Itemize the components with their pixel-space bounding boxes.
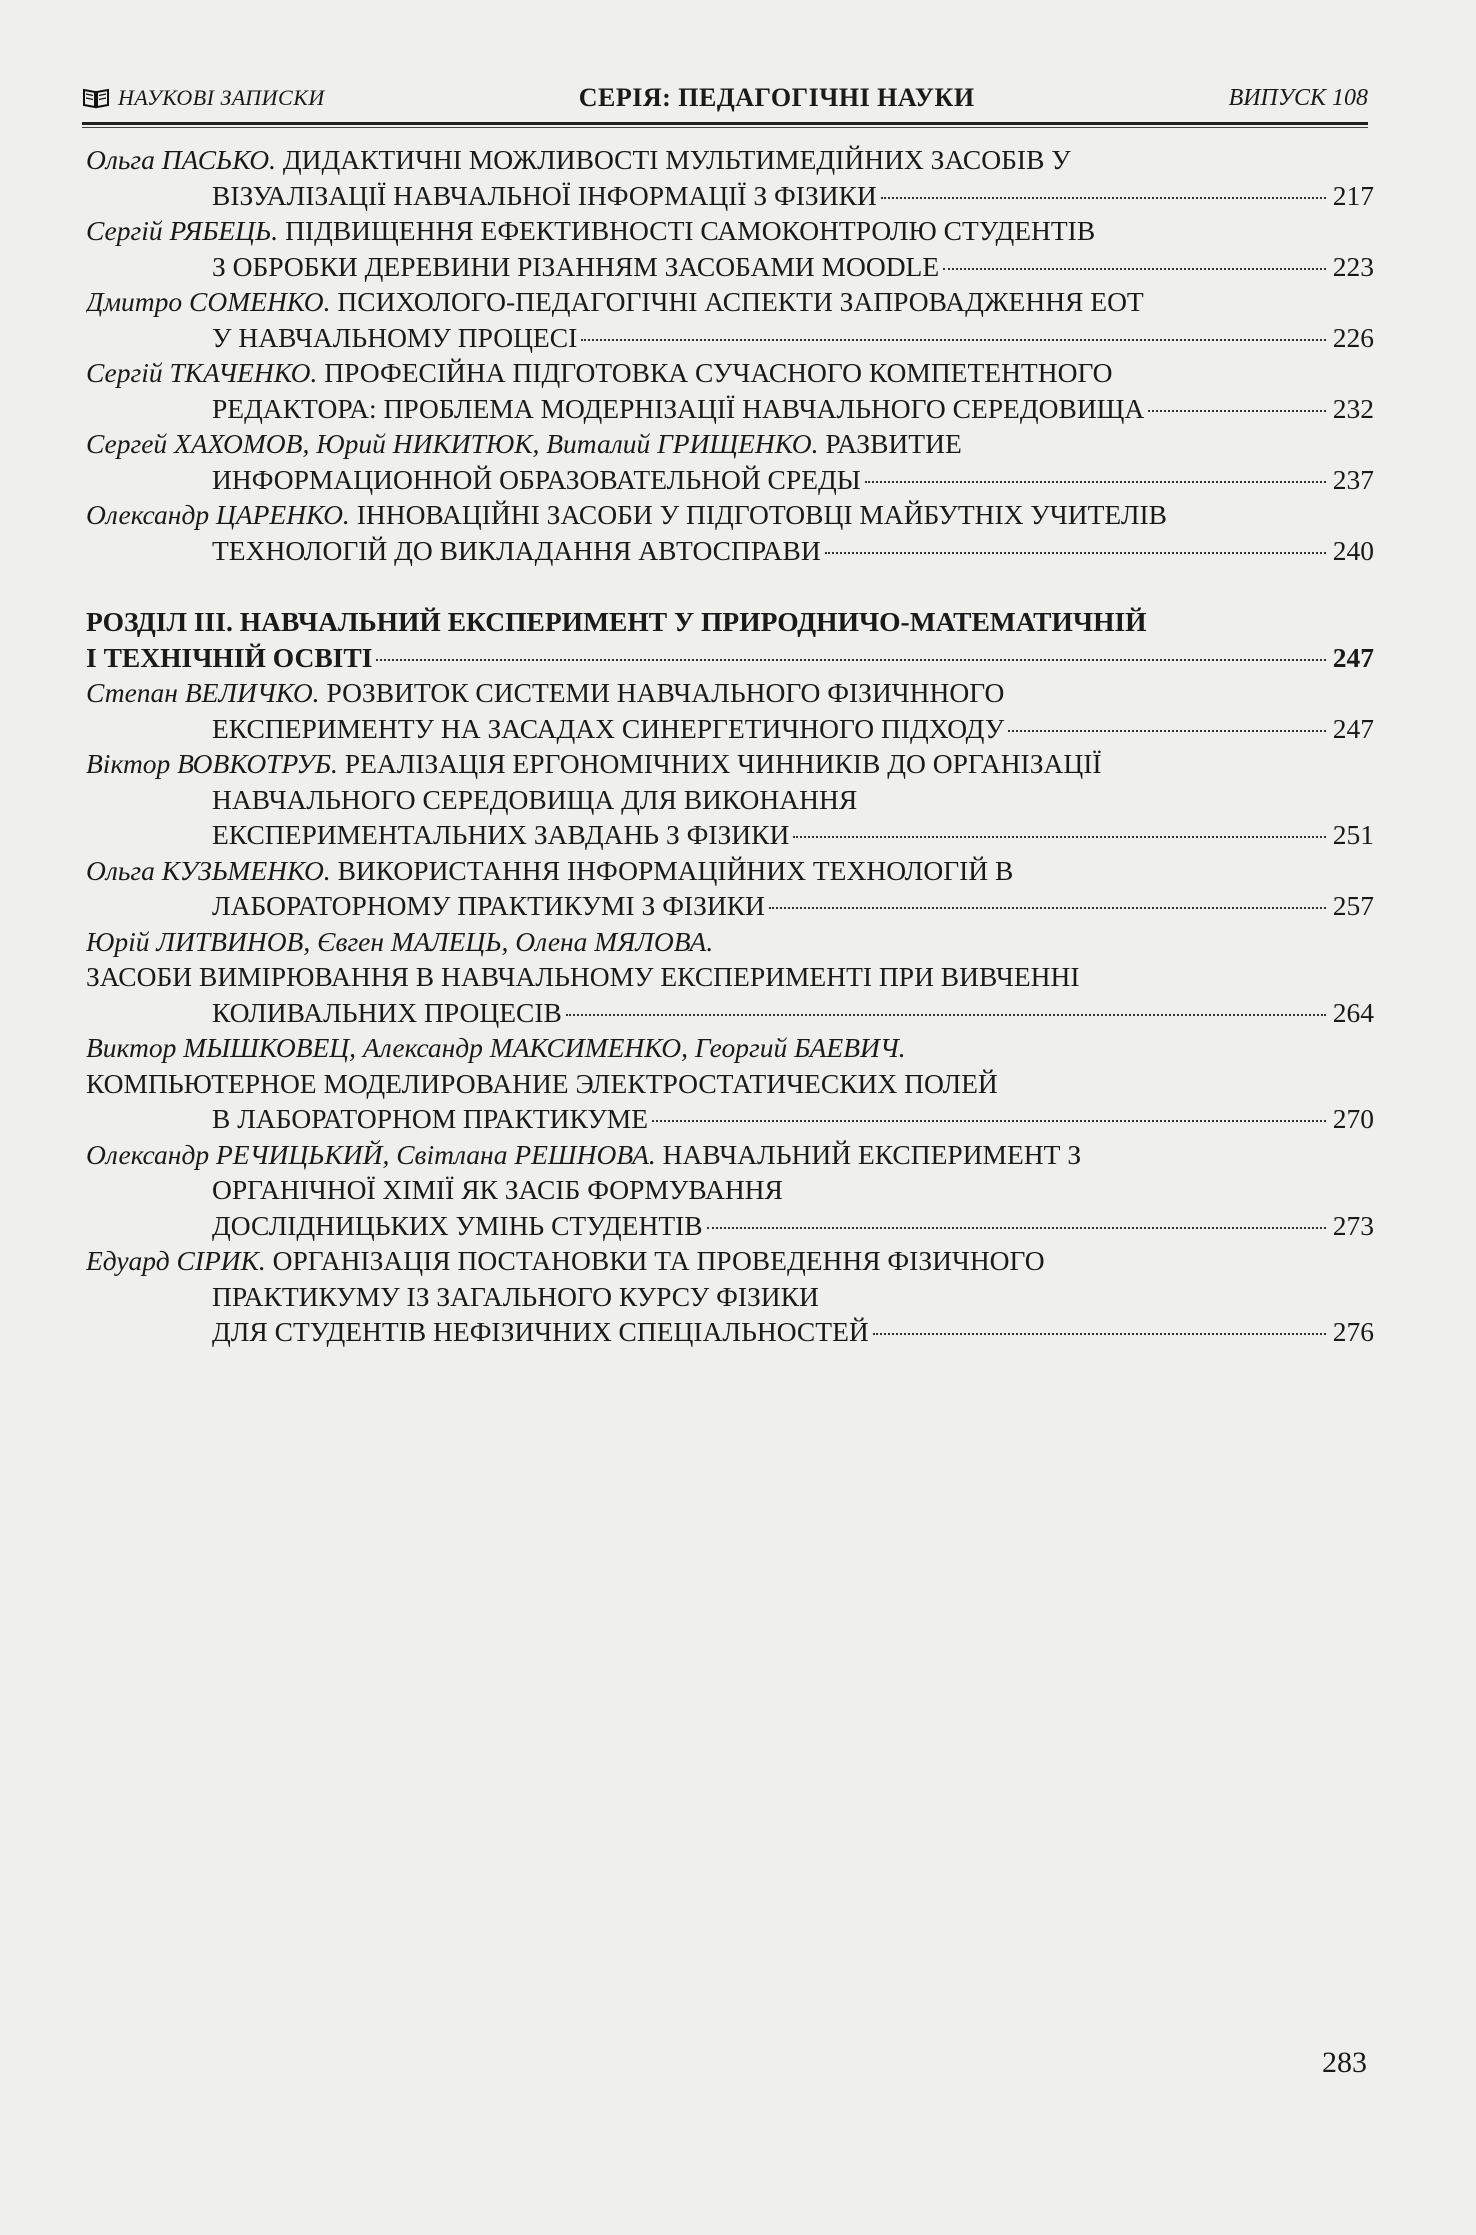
entry-title: ПРОФЕСІЙНА ПІДГОТОВКА СУЧАСНОГО КОМПЕТЕНТНОГО: [317, 357, 1113, 388]
entry-title: ОРГАНІЧНОЇ ХІМІЇ ЯК ЗАСІБ ФОРМУВАННЯ: [212, 1174, 783, 1205]
entry-author: Едуард СІРИК.: [86, 1245, 266, 1276]
entry-title: ВИКОРИСТАННЯ ІНФОРМАЦІЙНИХ ТЕХНОЛОГІЙ В: [330, 854, 1014, 886]
entry-title: НАВЧАЛЬНИЙ ЕКСПЕРИМЕНТ З: [655, 1138, 1082, 1170]
header-left-text: НАУКОВІ ЗАПИСКИ: [118, 85, 325, 110]
entry-title: ІННОВАЦІЙНІ ЗАСОБИ У ПІДГОТОВЦІ МАЙБУТНІХ УЧИТЕЛІВ: [349, 499, 1167, 530]
entry-author: Ольга КУЗЬМЕНКО.: [86, 854, 331, 886]
dot-leader: [793, 836, 1326, 838]
entry-title: ОРГАНІЗАЦІЯ ПОСТАНОВКИ ТА ПРОВЕДЕННЯ ФІЗИЧНОГО: [265, 1245, 1045, 1276]
dot-leader: [825, 552, 1326, 554]
toc-entry: [86, 497, 1374, 568]
entry-page: 264: [1332, 996, 1374, 1028]
section-title-cont: І ТЕХНІЧНІЙ ОСВІТІ: [86, 641, 373, 673]
toc-entry: [86, 142, 1374, 213]
entry-title: В ЛАБОРАТОРНОМ ПРАКТИКУМЕ: [212, 1103, 649, 1134]
entry-author: Виктор МЫШКОВЕЦ, Александр МАКСИМЕНКО, Георгий БАЕВИЧ.: [86, 1032, 906, 1063]
dot-leader: [865, 481, 1326, 483]
table-of-contents: [86, 142, 1374, 1350]
dot-leader: [873, 1333, 1326, 1335]
entry-title: ТЕХНОЛОГІЙ ДО ВИКЛАДАННЯ АВТОСПРАВИ: [212, 534, 821, 566]
section-heading: [86, 604, 1374, 675]
entry-title: ПСИХОЛОГО-ПЕДАГОГІЧНІ АСПЕКТИ ЗАПРОВАДЖЕННЯ ЕОТ: [330, 286, 1144, 317]
entry-title: РЕАЛІЗАЦІЯ ЕРГОНОМІЧНИХ ЧИННИКІВ ДО ОРГАНІЗАЦІЇ: [337, 748, 1102, 779]
toc-entry: [86, 675, 1374, 746]
header-issue: ВИПУСК 108: [1228, 84, 1368, 111]
entry-page: 232: [1332, 392, 1374, 424]
entry-title: ВІЗУАЛІЗАЦІЇ НАВЧАЛЬНОЇ ІНФОРМАЦІЇ З ФІЗИКИ: [212, 179, 877, 211]
entry-title: У НАВЧАЛЬНОМУ ПРОЦЕСІ: [212, 321, 578, 353]
entry-title: РАЗВИТИЕ: [818, 428, 962, 459]
entry-page: 257: [1332, 890, 1374, 921]
entry-author: Олександр РЕЧИЦЬКИЙ, Світлана РЕШНОВА.: [86, 1138, 656, 1170]
entry-author: Ольга ПАСЬКО.: [86, 144, 276, 175]
entry-title: ЛАБОРАТОРНОМУ ПРАКТИКУМІ З ФІЗИКИ: [212, 890, 765, 921]
entry-author: Сергій РЯБЕЦЬ.: [86, 215, 279, 246]
entry-title: РЕДАКТОРА: ПРОБЛЕМА МОДЕРНІЗАЦІЇ НАВЧАЛЬНОГО СЕРЕДОВИЩА: [212, 392, 1145, 424]
entry-title: З ОБРОБКИ ДЕРЕВИНИ РІЗАННЯМ ЗАСОБАМИ MOODLE: [212, 250, 940, 282]
running-header: [82, 78, 1368, 118]
entry-author: Дмитро СОМЕНКО.: [86, 286, 331, 317]
header-rule-thick: [82, 122, 1368, 125]
section-title: РОЗДІЛ ІІІ. НАВЧАЛЬНИЙ ЕКСПЕРИМЕНТ У ПРИРОДНИЧО-МАТЕМАТИЧНІЙ: [86, 606, 1147, 637]
entry-title: КОЛИВАЛЬНИХ ПРОЦЕСІВ: [212, 996, 562, 1028]
toc-entry: [86, 1137, 1374, 1244]
entry-author: Сергій ТКАЧЕНКО.: [86, 357, 318, 388]
entry-title: ИНФОРМАЦИОННОЙ ОБРАЗОВАТЕЛЬНОЙ СРЕДЫ: [212, 463, 861, 495]
entry-page: 237: [1332, 463, 1374, 495]
dot-leader: [769, 907, 1326, 909]
toc-entry: [86, 1030, 1374, 1137]
open-book-icon: [82, 86, 110, 110]
dot-leader: [376, 659, 1326, 661]
entry-author: Віктор ВОВКОТРУБ.: [86, 748, 338, 779]
dot-leader: [566, 1014, 1326, 1016]
entry-page: 247: [1332, 712, 1374, 744]
dot-leader: [1148, 410, 1326, 412]
header-rule-thin: [82, 127, 1368, 128]
entry-title: ПІДВИЩЕННЯ ЕФЕКТИВНОСТІ САМОКОНТРОЛЮ СТУДЕНТІВ: [278, 215, 1096, 246]
entry-title: НАВЧАЛЬНОГО СЕРЕДОВИЩА ДЛЯ ВИКОНАННЯ: [212, 783, 858, 815]
entry-author: Сергей ХАХОМОВ, Юрий НИКИТЮК, Виталий ГРИЩЕНКО.: [86, 428, 819, 459]
dot-leader: [881, 197, 1326, 199]
entry-page: 270: [1332, 1103, 1374, 1134]
entry-page: 273: [1332, 1209, 1374, 1241]
entry-page: 223: [1332, 250, 1374, 282]
entry-title: ДЛЯ СТУДЕНТІВ НЕФІЗИЧНИХ СПЕЦІАЛЬНОСТЕЙ: [212, 1316, 869, 1347]
header-series: СЕРІЯ: ПЕДАГОГІЧНІ НАУКИ: [578, 83, 975, 112]
toc-entry: [86, 426, 1374, 497]
entry-author: Олександр ЦАРЕНКО.: [86, 499, 350, 530]
entry-author: Юрій ЛИТВИНОВ, Євген МАЛЕЦЬ, Олена МЯЛОВА.: [86, 925, 714, 957]
dot-leader: [581, 339, 1326, 341]
entry-page: 226: [1332, 321, 1374, 353]
entry-title: ПРАКТИКУМУ ІЗ ЗАГАЛЬНОГО КУРСУ ФІЗИКИ: [212, 1280, 819, 1312]
section-page: 247: [1332, 641, 1374, 673]
entry-author: Степан ВЕЛИЧКО.: [86, 677, 320, 708]
page-number: 283: [1322, 2046, 1367, 2079]
entry-title: ДИДАКТИЧНІ МОЖЛИВОСТІ МУЛЬТИМЕДІЙНИХ ЗАСОБІВ У: [275, 144, 1071, 175]
toc-entry: [86, 355, 1374, 426]
toc-entry: [86, 746, 1374, 853]
toc-entry: [86, 924, 1374, 1031]
entry-title: КОМПЬЮТЕРНОЕ МОДЕЛИРОВАНИЕ ЭЛЕКТРОСТАТИЧЕСКИХ ПОЛЕЙ: [86, 1067, 998, 1099]
dot-leader: [652, 1120, 1326, 1122]
toc-entry: [86, 853, 1374, 924]
entry-page: 217: [1332, 179, 1374, 211]
header-journal: [82, 85, 325, 111]
entry-title: ЕКСПЕРИМЕНТАЛЬНИХ ЗАВДАНЬ З ФІЗИКИ: [212, 819, 790, 850]
dot-leader: [1008, 730, 1326, 732]
entry-title: ЗАСОБИ ВИМІРЮВАННЯ В НАВЧАЛЬНОМУ ЕКСПЕРИМЕНТІ ПРИ ВИВЧЕННІ: [86, 961, 1080, 992]
toc-entry: [86, 1243, 1374, 1350]
dot-leader: [943, 268, 1326, 270]
entry-page: 240: [1332, 534, 1374, 566]
toc-entry: [86, 213, 1374, 284]
entry-title: РОЗВИТОК СИСТЕМИ НАВЧАЛЬНОГО ФІЗИЧННОГО: [319, 677, 1005, 708]
entry-page: 251: [1332, 819, 1374, 850]
dot-leader: [707, 1227, 1326, 1229]
entry-title: ДОСЛІДНИЦЬКИХ УМІНЬ СТУДЕНТІВ: [212, 1209, 703, 1241]
toc-entry: [86, 284, 1374, 355]
entry-page: 276: [1332, 1316, 1374, 1347]
entry-title: ЕКСПЕРИМЕНТУ НА ЗАСАДАХ СИНЕРГЕТИЧНОГО ПІДХОДУ: [212, 712, 1005, 744]
